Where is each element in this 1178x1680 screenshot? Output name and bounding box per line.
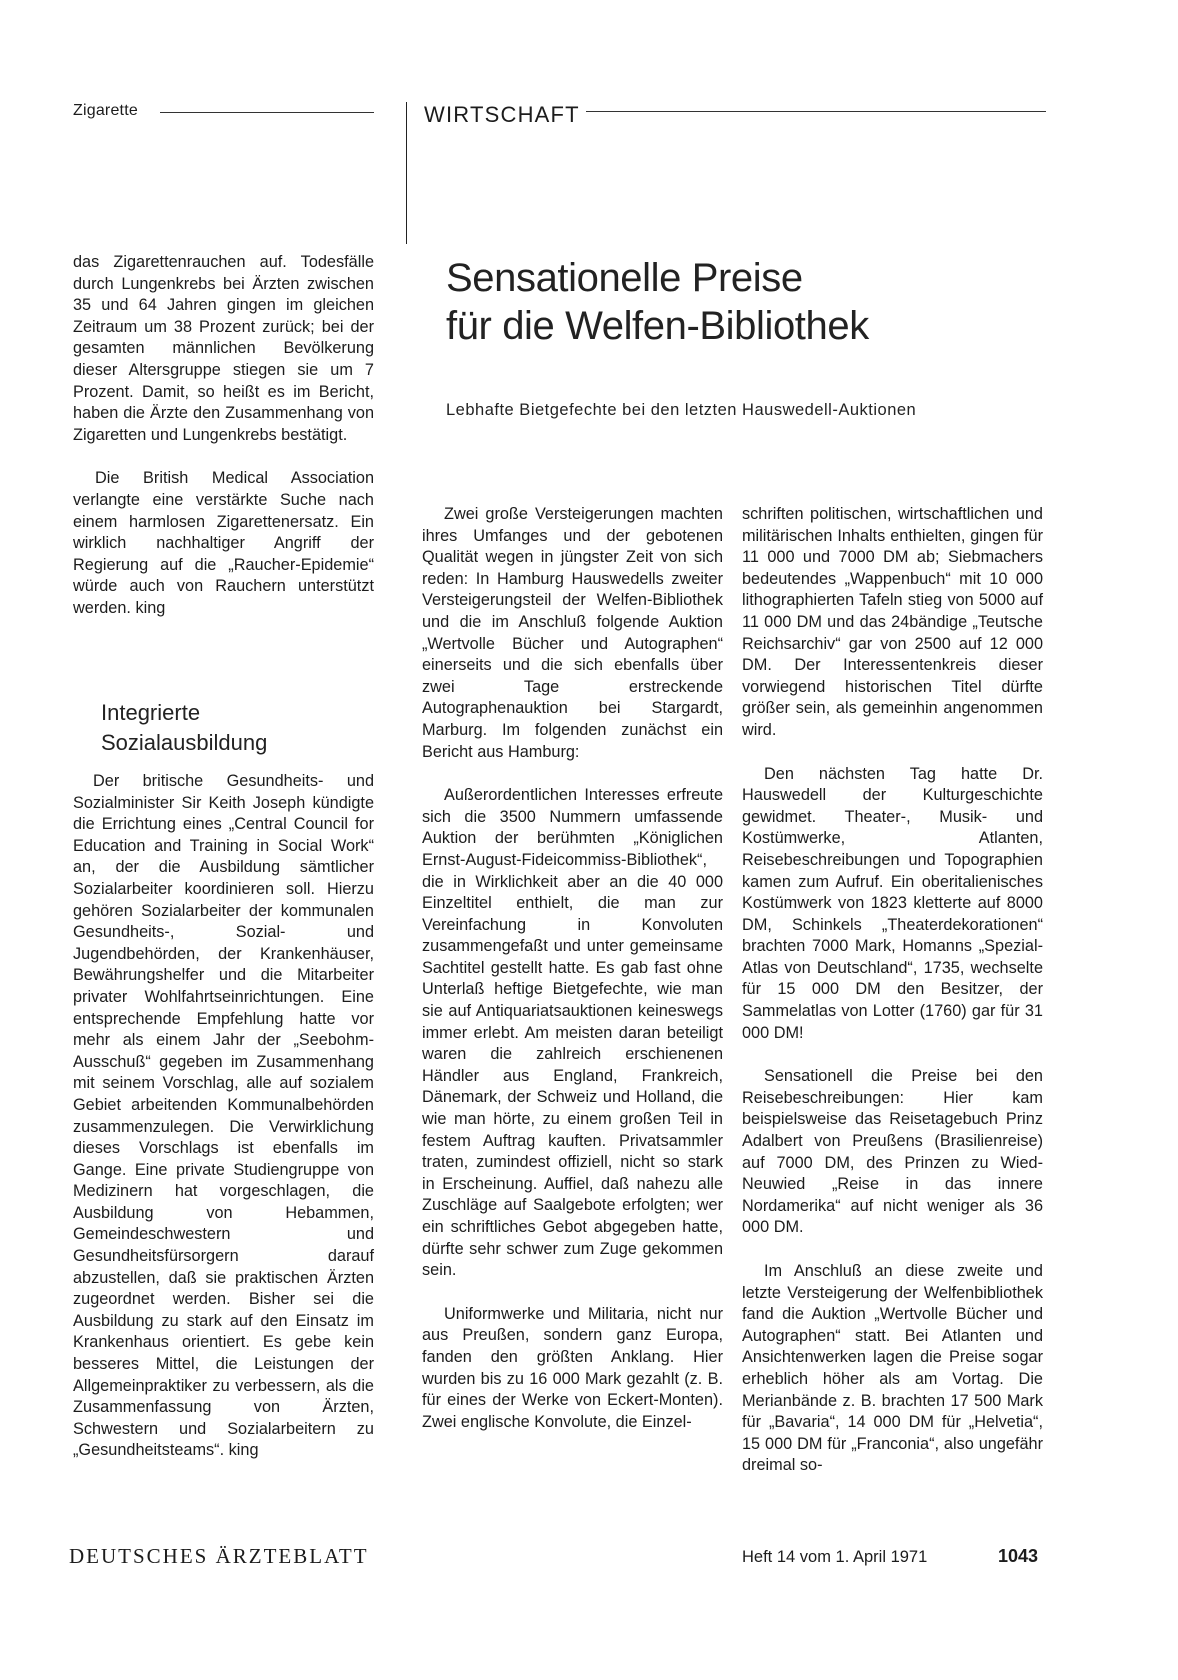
- left-paragraph-1: das Zigarettenrauchen auf. Todesfälle durch Lungenkrebs bei Ärzten zwischen 35 und 64 Jahren gingen im gleichen Zeitraum um 38 Prozent zurück; bei der gesamten männlichen Bevölkerung dieser Altersgruppe stiegen sie um 7 Prozent. Damit, so heißt es im Bericht, haben die Ärzte den Zusammenhang von Zigaretten und Lungenkrebs bestätigt.: [73, 253, 374, 444]
- left-paragraph-3: Der britische Gesundheits- und Sozialminister Sir Keith Joseph kündigte die Errichtung eines „Central Council for Education and Training in Social Work“ an, der die Ausbildung sämtlicher Sozialarbeiter koordinieren soll. Hierzu gehören Sozialarbeiter der kommunalen Gesundheits-, Sozial- und Jugendbehörden, der Krankenhäuser, Bewährungshelfer und die Mitarbeiter privater Wohlfahrtseinrichtungen. Eine entsprechende Empfehlung hatte vor mehr als einem Jahr der „Seebohm-Ausschuß“ gegeben im Zusammenhang mit seinem Vorschlag, alle auf sozialem Gebiet arbeitenden Kommunalbehörden zusammenzulegen. Die Verwirklichung dieses Vorschlags ist ebenfalls im Gange. Eine private Studiengruppe von Medizinern hat vorgeschlagen, die Ausbildung von Hebammen, Gemeindeschwestern und Gesundheitsfürsorgern darauf abzustellen, daß sie praktischen Ärzten zugeordnet werden. Bisher sei die Ausbildung zu stark auf den Einsatz im Krankenhaus orientiert. Es gebe kein besseres Mittel, die Leistungen der Allgemeinpraktiker zu verbessern, als die Zusammenfassung von Ärzten, Schwestern und Sozialarbeitern zu „Gesundheitsteams“. king: [73, 772, 374, 1460]
- page-number: 1043: [998, 1546, 1039, 1566]
- left-paragraph-2: Die British Medical Association verlangte eine verstärkte Suche nach einem harmlosen Zigarettenersatz. Ein wirklich nachhaltiger Angriff der Regierung auf die „Raucher-Epidemie“ würde auch von Rauchern unterstützt werden. king: [73, 469, 374, 617]
- subhead-text: Integrierte Sozialausbildung: [101, 700, 268, 755]
- column-divider: [406, 102, 407, 244]
- issue-info: Heft 14 vom 1. April 1971: [742, 1548, 928, 1566]
- header-rule-left: [160, 112, 374, 113]
- section-label-left: Zigarette: [73, 102, 138, 119]
- middle-paragraph-1: Zwei große Versteigerungen machten ihres Umfanges und der gebotenen Qualität wegen in jüngster Zeit von sich reden: In Hamburg Hauswedells zweiter Versteigerungsteil der Welfen-Bibliothek und die im Anschluß folgende Auktion „Wertvolle Bücher und Autographen“ einerseits und die sich ebenfalls über zwei Tage erstreckende Autographenauktion bei Stargardt, Marburg. Im folgenden zunächst ein Bericht aus Hamburg:: [422, 505, 723, 761]
- journal-title: DEUTSCHES ÄRZTEBLATT: [69, 1544, 369, 1568]
- article-headline: [446, 254, 1066, 350]
- ressort-label: WIRTSCHAFT: [424, 102, 580, 127]
- headline-line-2: für die Welfen-Bibliothek: [446, 304, 869, 348]
- middle-column: [422, 504, 723, 1433]
- right-paragraph-2: Den nächsten Tag hatte Dr. Hauswedell der Kulturgeschichte gewidmet. Theater-, Musik- und Kostümwerke, Atlanten, Reisebeschreibungen und Topographien kamen zum Aufruf. Ein oberitalienisches Kostümwerk von 1823 kletterte auf 8000 DM, Schinkels „Theaterdekorationen“ brachten 7000 Mark, Homanns „Spezial-Atlas von Deutschland“, 1735, wechselte für 15 000 DM den Besitzer, der Sammelatlas von Lotter (1760) gar für 31 000 DM!: [742, 764, 1043, 1042]
- left-column: [73, 252, 374, 620]
- right-paragraph-3: Sensationell die Preise bei den Reisebeschreibungen: Hier kam beispielsweise das Reisetagebuch Prinz Adalbert von Preußens (Brasilienreise) auf 7000 DM, des Prinzen zu Wied-Neuwied „Reise in das innere Nordamerika“ auf nicht weniger als 36 000 DM.: [742, 1067, 1043, 1237]
- article-subline: Lebhafte Bietgefechte bei den letzten Hauswedell-Auktionen: [446, 401, 917, 419]
- headline-line-1: Sensationelle Preise: [446, 256, 803, 300]
- right-paragraph-4: Im Anschluß an diese zweite und letzte Versteigerung der Welfenbibliothek fand die Auktion „Wertvolle Bücher und Autographen“ statt. Bei Atlanten und Ansichtenwerken lagen die Preise sogar erheblich höher als am Vortag. Die Merianbände z. B. brachten 17 500 Mark für „Bavaria“, 14 000 DM für „Helvetia“, 15 000 DM für „Franconia“, also ungefähr dreimal so-: [742, 1262, 1043, 1475]
- left-column-2: [73, 771, 374, 1462]
- header-rule-right: [586, 111, 1046, 112]
- middle-paragraph-3: Uniformwerke und Militaria, nicht nur aus Preußen, sondern ganz Europa, fanden den größten Anklang. Hier wurden bis zu 16 000 Mark gezahlt (z. B. für eines der Werke von Eckert-Monten). Zwei englische Konvolute, die Einzel-: [422, 1304, 723, 1431]
- subhead: [101, 698, 371, 758]
- right-paragraph-1: schriften politischen, wirtschaftlichen und militärischen Inhalts enthielten, gingen für 11 000 und 7000 DM ab; Siebmachers bedeutendes „Wappenbuch“ mit 10 000 lithographierten Tafeln stieg von 5000 auf 11 000 DM und das 24bändige „Teutsche Reichsarchiv“ gar von 2500 auf 12 000 DM. Der Interessentenkreis dieser vorwiegend historischen Titel dürfte größer sein, als gemeinhin angenommen wird.: [742, 505, 1043, 739]
- middle-paragraph-2: Außerordentlichen Interesses erfreute sich die 3500 Nummern umfassende Auktion der berühmten „Königlichen Ernst-August-Fideicommiss-Bibliothek“, die in Wirklichkeit aber an die 40 000 Einzeltitel enthielt, die man zur Vereinfachung in Konvoluten zusammengefaßt und unter gemeinsame Sachtitel gestellt hatte. Es gab fast ohne Unterlaß heftige Bietgefechte, wie man sie auf Antiquariatsauktionen keineswegs immer erlebt. Am meisten daran beteiligt waren die zahlreich erschienenen Händler aus England, Frankreich, Dänemark, der Schweiz und Holland, die wie man hörte, zu einem großen Teil in festem Auftrag kauften. Privatsammler traten, zumindest offiziell, nicht so stark in Erscheinung. Auffiel, daß nahezu alle Zuschläge auf Saalgebote erfolgten; wer ein schriftliches Gebot abgegeben hatte, dürfte sehr schwer zum Zuge gekommen sein.: [422, 786, 723, 1280]
- right-column: [742, 504, 1043, 1477]
